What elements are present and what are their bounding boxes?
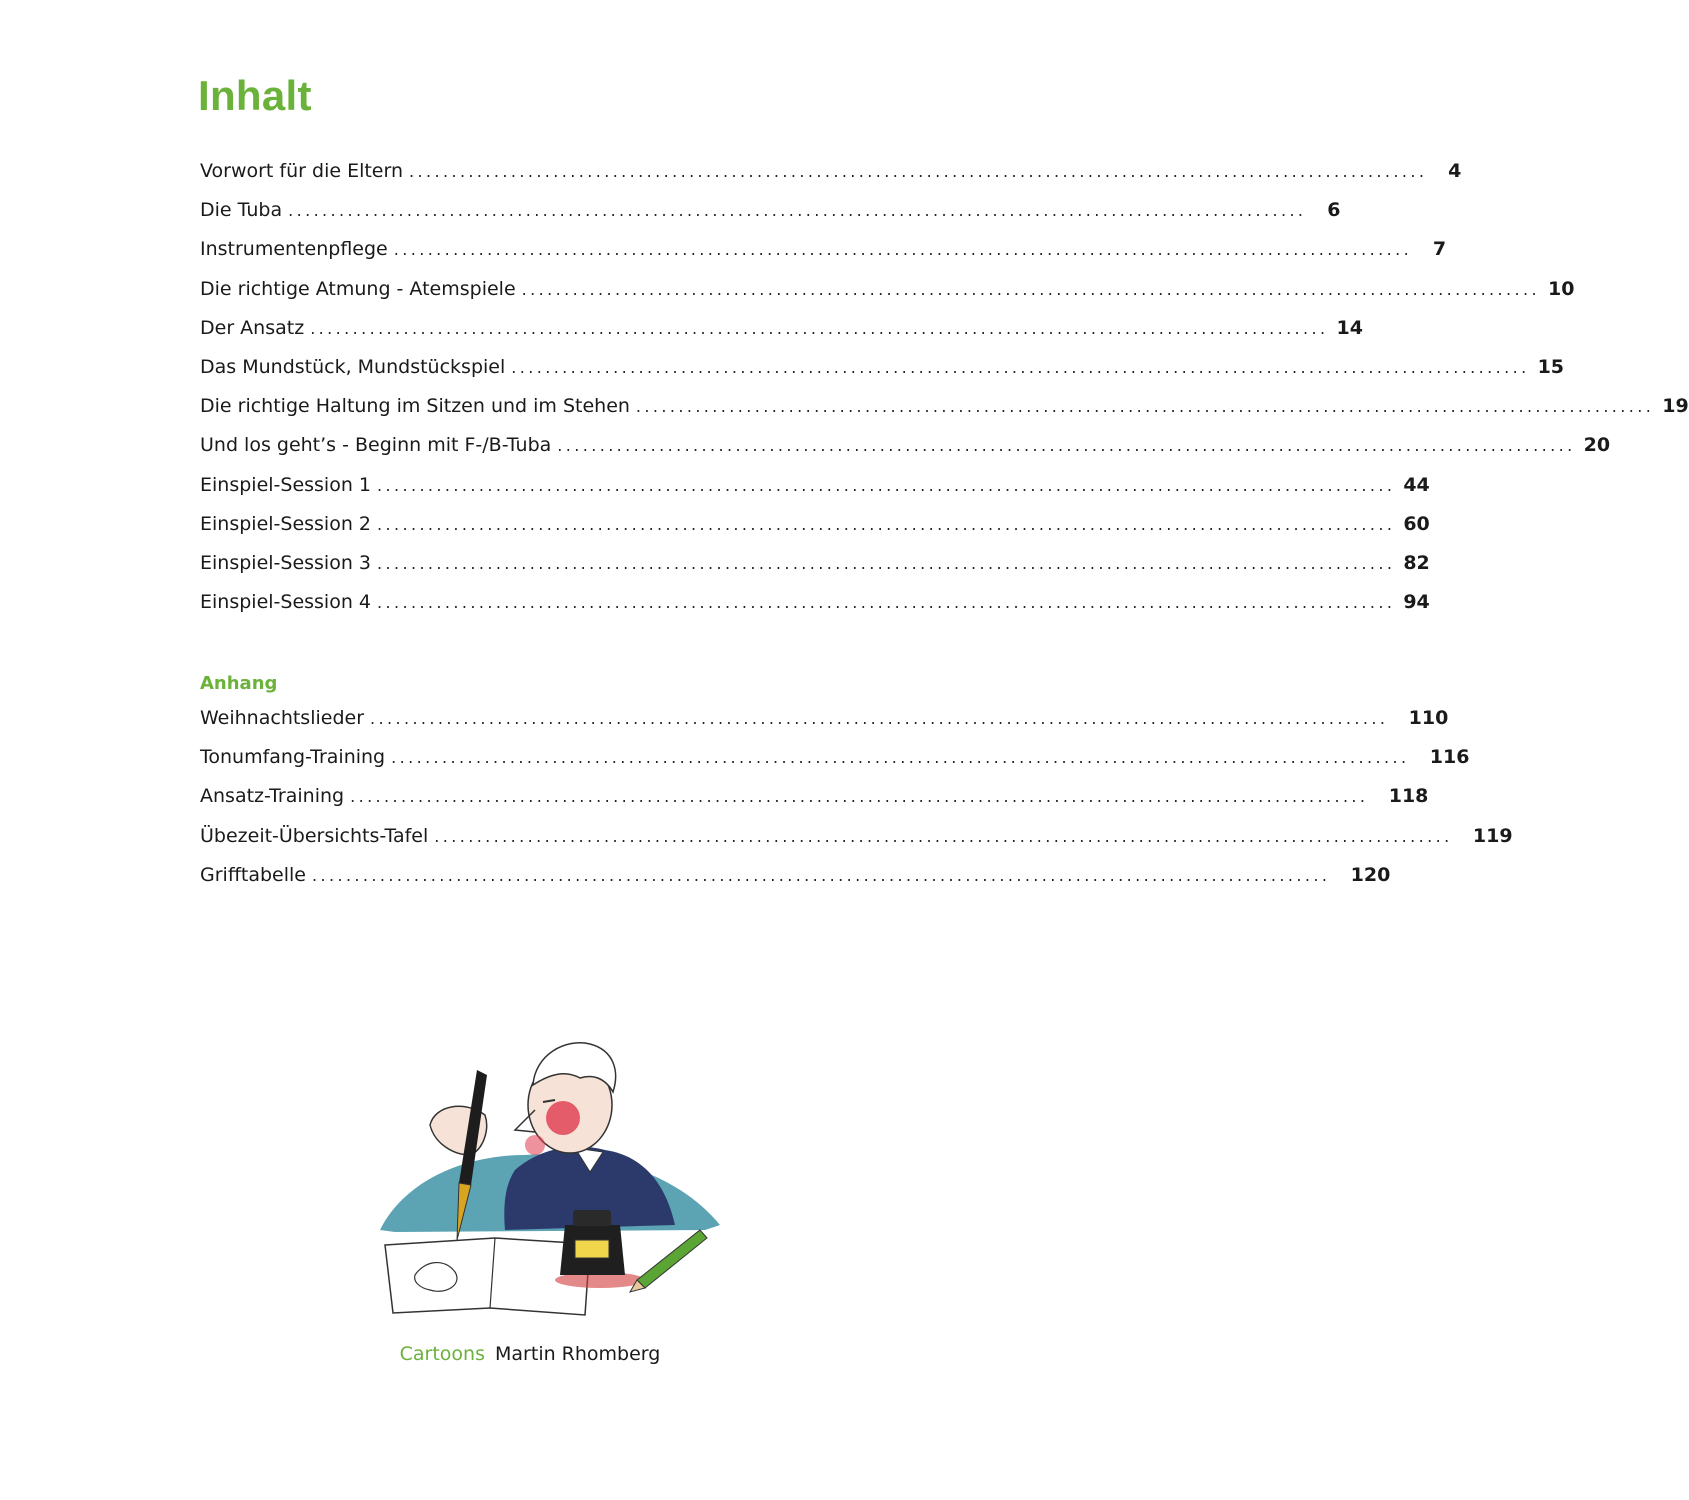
credit-name: Martin Rhomberg [495,1343,661,1365]
dot-leader: ........................................................................................................................ [434,826,1453,846]
appendix-contents [200,707,1513,903]
dot-leader: ........................................................................................................................ [635,397,1655,417]
toc-entry[interactable] [200,551,1430,591]
ink-bottle-cap [573,1210,611,1226]
appendix-heading: Anhang [200,673,278,694]
toc-entry-label: Vorwort für die Eltern [200,160,404,182]
dot-leader: ........................................................................................................................ [377,553,1396,573]
dot-leader: ........................................................................................................................ [409,162,1428,181]
toc-entry-label: Die Tuba [200,199,283,222]
toc-entry-label: Einspiel-Session 2 [200,512,372,535]
toc-entry-page: 10 [1547,277,1575,300]
toc-entry[interactable] [200,512,1430,552]
toc-entry[interactable] [200,473,1430,513]
toc-entry-page: 7 [1432,238,1447,261]
toc-entry[interactable] [200,707,1449,746]
toc-entry[interactable] [200,316,1363,356]
dot-leader: ........................................................................................................................ [511,357,1530,377]
dot-leader: ........................................................................................................................ [288,201,1307,221]
page-title: Inhalt [198,72,312,119]
toc-entry[interactable] [200,395,1689,434]
toc-entry[interactable] [200,355,1565,395]
cheek-blush [546,1101,580,1135]
illustration-credit [0,1343,1060,1365]
toc-entry-label: Instrumentenpflege [200,238,388,261]
dot-leader: ........................................................................................................................ [350,787,1369,807]
dot-leader: ........................................................................................................................ [310,318,1329,338]
dot-leader: ........................................................................................................................ [377,514,1396,534]
toc-entry-label: Einspiel-Session 4 [200,591,372,614]
toc-entry-label: Weihnachtslieder [200,707,365,729]
pencil [637,1230,707,1288]
dot-leader: ........................................................................................................................ [393,240,1413,260]
toc-entry-page: 119 [1472,824,1513,847]
dot-leader: ........................................................................................................................ [312,865,1331,885]
ink-bottle-label [575,1240,609,1258]
toc-entry-label: Und los geht’s - Beginn mit F-/B-Tuba [200,434,552,457]
toc-entry[interactable] [200,746,1470,785]
toc-entry-label: Grifftabelle [200,863,306,886]
cheek-blush [525,1135,545,1155]
toc-entry[interactable] [200,824,1513,864]
cartoon-illustration [375,1030,725,1320]
toc-entry-label: Der Ansatz [200,316,305,339]
toc-entry[interactable] [200,199,1341,238]
toc-entry-label: Das Mundstück, Mundstückspiel [200,355,506,378]
toc-entry-page: 19 [1662,395,1689,418]
toc-entry[interactable] [200,434,1611,473]
toc-entry-label: Ansatz-Training [200,785,345,808]
toc-entry-page: 20 [1583,434,1611,457]
toc-entry[interactable] [200,277,1575,317]
dot-leader: ........................................................................................................................ [391,748,1410,768]
toc-entry-label: Tonumfang-Training [200,746,386,769]
toc-entry-label: Einspiel-Session 3 [200,551,372,574]
dot-leader: ........................................................................................................................ [377,593,1396,613]
toc-entry-page: 4 [1448,160,1462,182]
toc-entry[interactable] [200,238,1447,277]
toc-entry-page: 6 [1327,199,1341,222]
toc-entry-page: 60 [1403,512,1430,535]
toc-entry-page: 94 [1403,591,1430,614]
toc-entry-page: 14 [1336,316,1363,339]
notebook [385,1238,590,1315]
dot-leader: ........................................................................................................................ [557,436,1576,456]
credit-label: Cartoons [399,1343,486,1365]
toc-entry-page: 110 [1408,707,1449,729]
dot-leader: ........................................................................................................................ [521,279,1540,299]
toc-entry-page: 118 [1388,785,1429,808]
toc-entry-label: Die richtige Atmung - Atemspiele [200,277,516,300]
toc-entry-label: Übezeit-Übersichts-Tafel [200,824,429,847]
toc-entry-page: 116 [1429,746,1470,769]
toc-entry-page: 120 [1350,863,1391,886]
toc-entry-page: 44 [1403,473,1430,496]
dot-leader: ........................................................................................................................ [377,475,1396,495]
toc-entry[interactable] [200,160,1462,199]
toc-entry-label: Die richtige Haltung im Sitzen und im Stehen [200,395,630,418]
toc-entry-page: 82 [1403,551,1430,574]
toc-entry[interactable] [200,863,1391,903]
table-of-contents [200,160,1689,630]
toc-entry[interactable] [200,591,1430,630]
toc-entry[interactable] [200,785,1429,824]
toc-entry-page: 15 [1537,355,1565,378]
toc-entry-label: Einspiel-Session 1 [200,473,372,496]
dot-leader: ........................................................................................................................ [370,709,1389,728]
